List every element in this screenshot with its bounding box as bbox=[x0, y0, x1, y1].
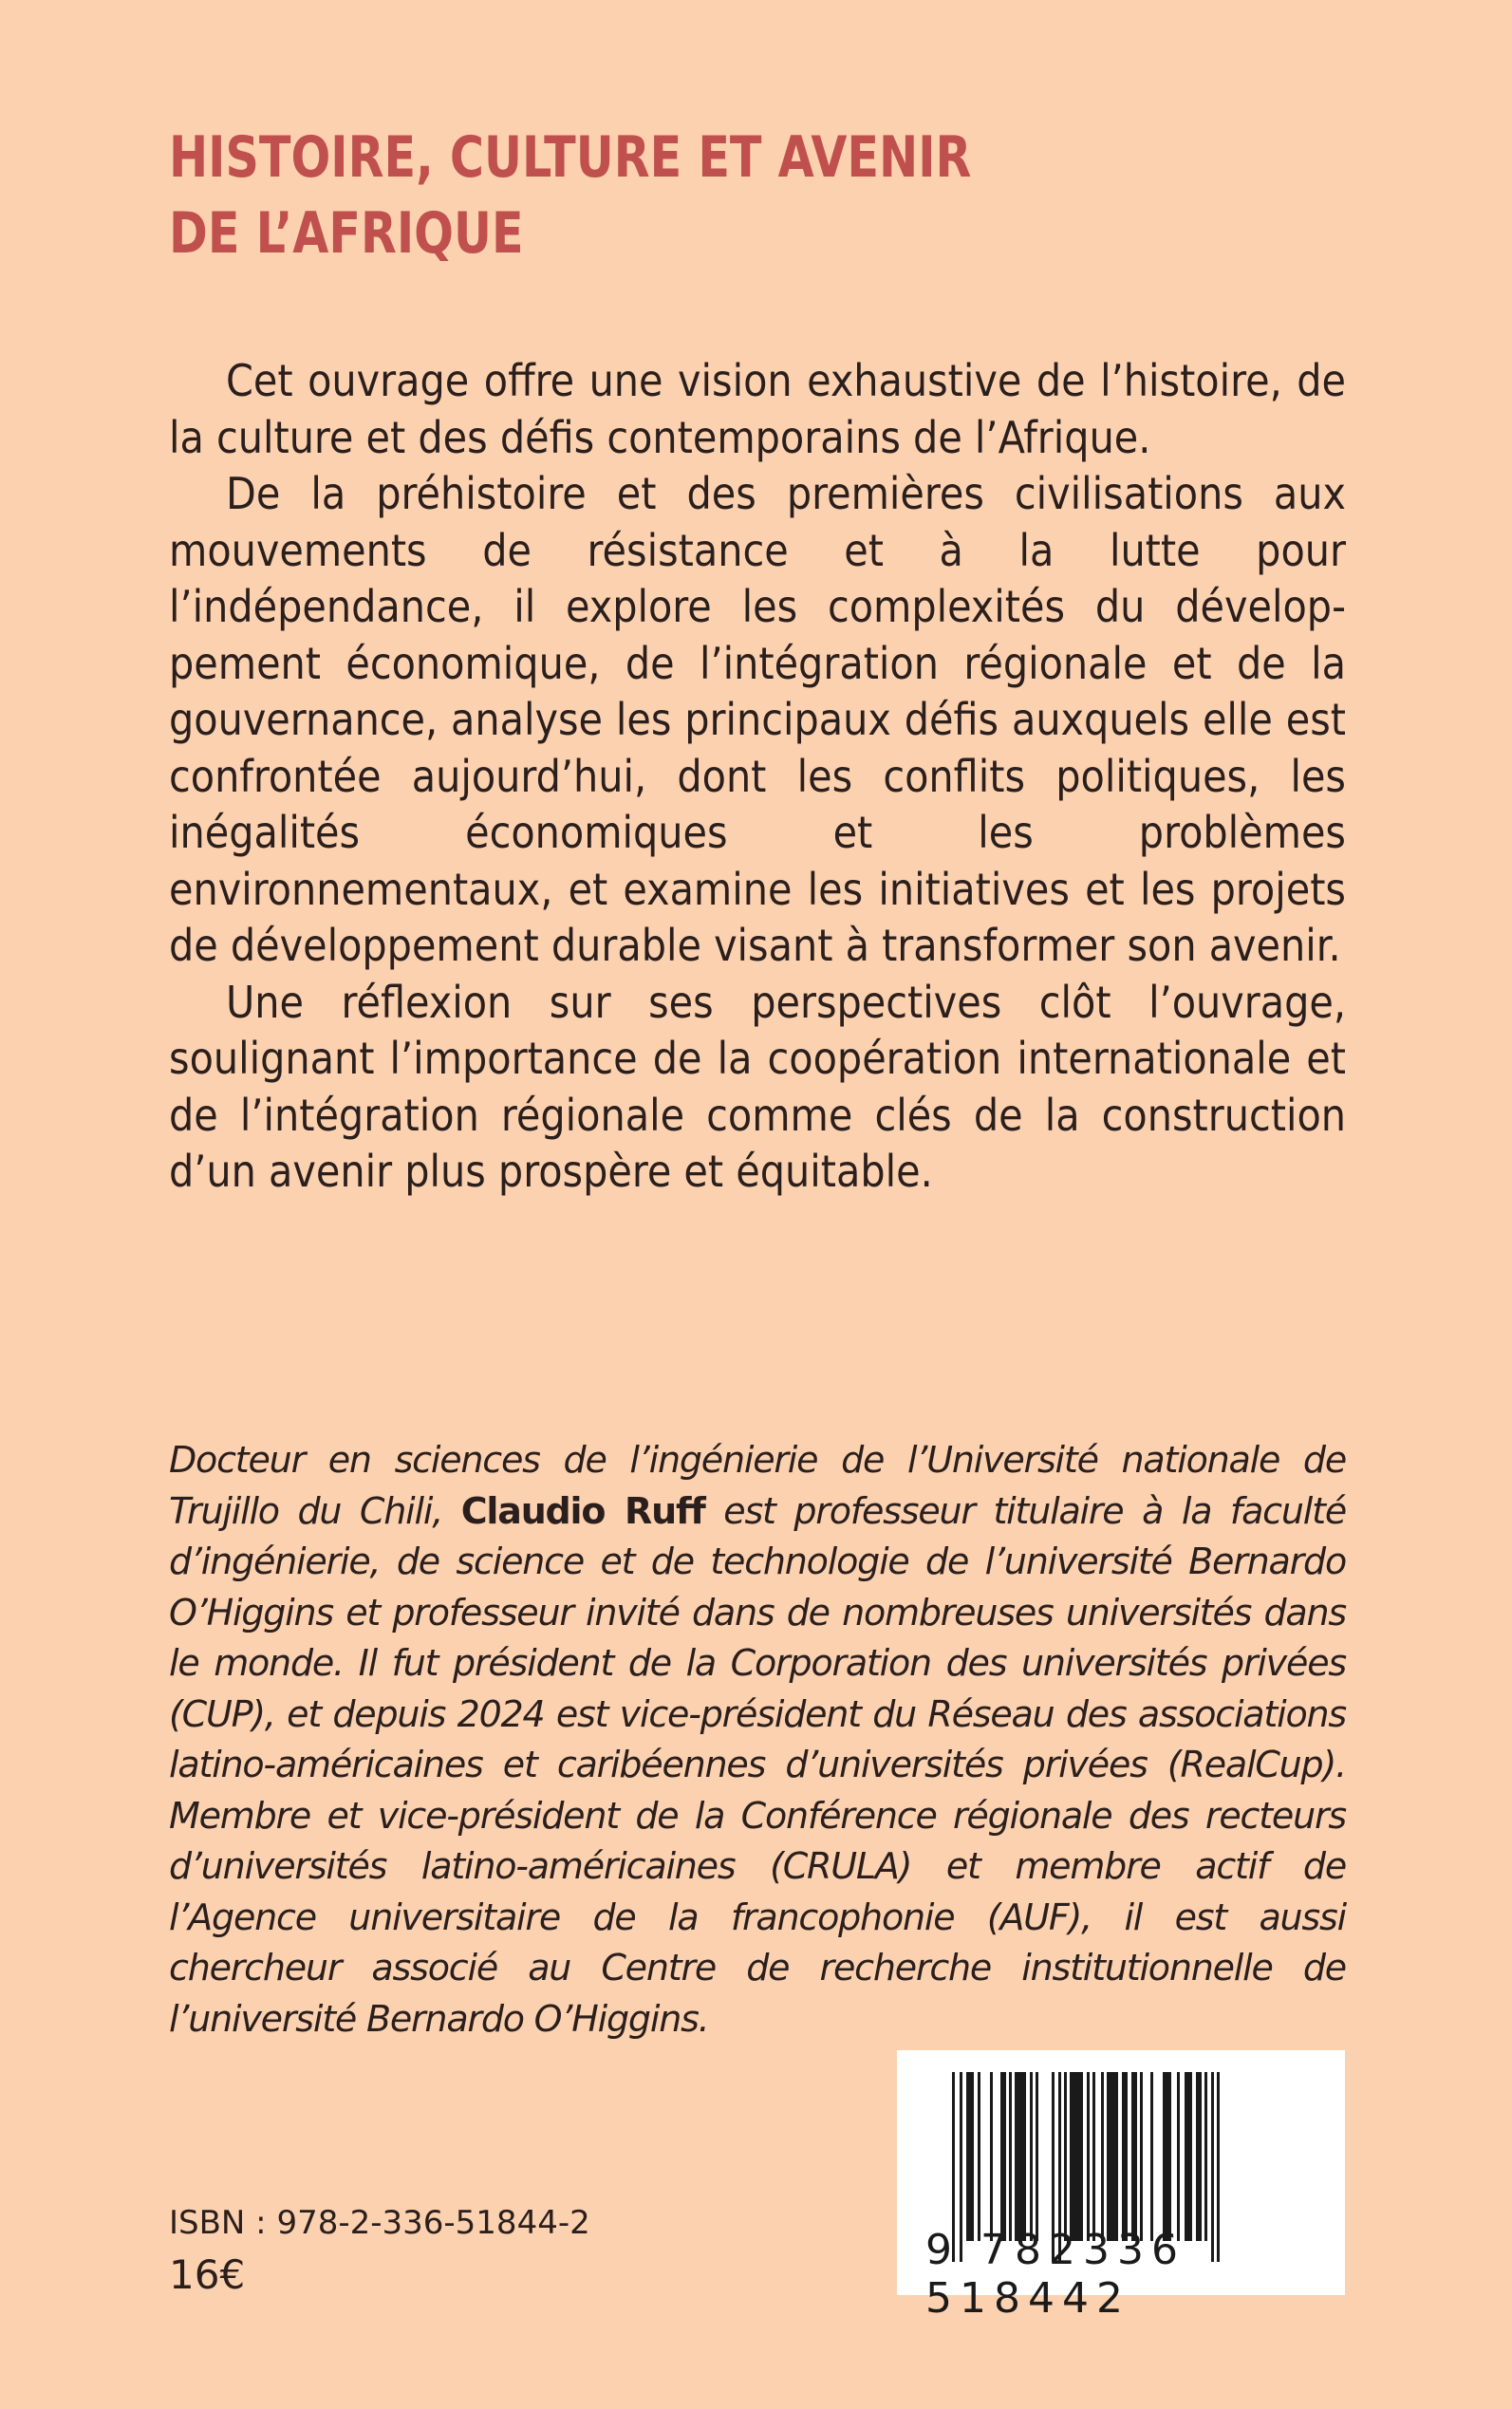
blurb-paragraph: Cet ouvrage offre une vision exhaustive de l’histoire, de la culture et des défis contemporains de l’Afrique. bbox=[169, 355, 1346, 463]
price: 16€ bbox=[169, 2251, 246, 2298]
book-title bbox=[169, 120, 1134, 271]
title-line-1: HISTOIRE, CULTURE ET AVENIR bbox=[169, 124, 972, 191]
author-bio bbox=[169, 1435, 1346, 2045]
author-name: Claudio Ruff bbox=[460, 1489, 705, 1532]
title-line-2: DE L’AFRIQUE bbox=[169, 200, 524, 267]
book-blurb bbox=[169, 353, 1346, 1201]
barcode bbox=[897, 2050, 1345, 2323]
blurb-paragraph: De la préhistoire et des premières civilisations aux mouvements de résistance et à la lutte pour l’indépendance, il explore les complexités du développement économique, de l’intégration régionale et de la gouvernance, analyse les principaux défis auxquels elle est confrontée aujourd’hui, dont les conflits politiques, les inégalités économiques et les problèmes environnementaux, et examine les initiatives et les projets de développement durable visant à transformer son avenir. bbox=[169, 468, 1346, 971]
blurb-paragraph: Une réflexion sur ses perspectives clôt l’ouvrage, soulignant l’importance de la coopération internationale et de l’intégration régionale comme clés de la construction d’un avenir plus prospère et équitable. bbox=[169, 976, 1346, 1197]
isbn: ISBN : 978-2-336-51844-2 bbox=[169, 2204, 590, 2242]
bio-body: est professeur titulaire à la faculté d’ingénierie, de science et de technologie de l’université Bernardo O’Higgins et professeur invité dans de nombreuses universités dans le monde. Il fut président de la Corporation des universités privées (CUP), et depuis 2024 est vice-président du Réseau des associations latino-américaines et caribéennes d’universités privées (RealCup). Membre et vice-président de la Conférence régionale des recteurs d’universités latino-américaines (CRULA) et membre actif de l’Agence universitaire de la francophonie (AUF), il est aussi chercheur associé au Centre de recherche institutionnelle de l’université Bernardo O’Higgins. bbox=[169, 1489, 1346, 2040]
barcode-digits: 9 782336 518442 bbox=[925, 2226, 1185, 2323]
bio-intro: Docteur en sciences de l’ingénierie de l’Université nationale de Trujillo du Chili, bbox=[169, 1439, 1346, 1532]
